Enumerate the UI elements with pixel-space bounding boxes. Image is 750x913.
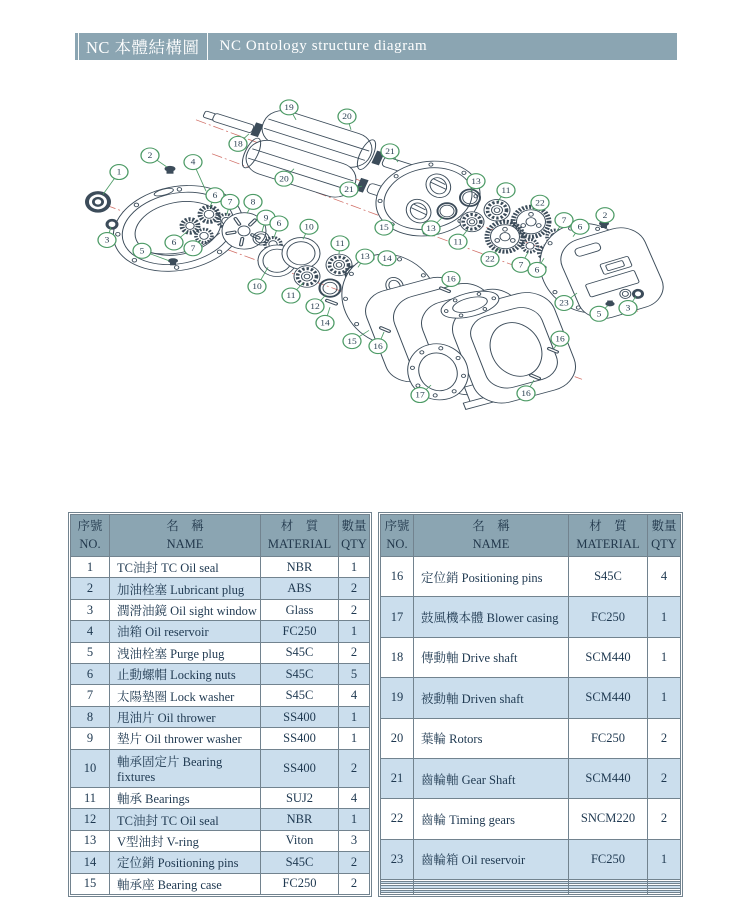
svg-text:6: 6: [577, 222, 583, 232]
cell-qty: 4: [339, 685, 370, 706]
table-row: [71, 578, 370, 599]
cell-qty: 1: [339, 809, 370, 830]
callout-5: [590, 306, 608, 322]
svg-text:15: 15: [347, 336, 357, 346]
table-row: [71, 873, 370, 894]
table-row: [71, 642, 370, 663]
callout-11: [497, 183, 515, 201]
callout-7: [184, 240, 202, 256]
cell-qty: 2: [648, 799, 681, 839]
callout-18: [229, 134, 249, 151]
table-row: [381, 718, 681, 758]
cell-qty: 1: [339, 557, 370, 578]
cell-no: 3: [71, 599, 110, 620]
callout-12: [306, 295, 326, 314]
cell-name: 齒輪軸 Gear Shaft: [414, 758, 569, 798]
callout-11: [282, 283, 303, 303]
cell-no: [381, 892, 414, 894]
table-row: [71, 706, 370, 727]
oil-sight-window-part: [106, 219, 119, 230]
cell-name: 鼓風機本體 Blower casing: [414, 597, 569, 637]
svg-text:14: 14: [320, 318, 330, 328]
cell-qty: 2: [648, 718, 681, 758]
svg-text:20: 20: [342, 111, 352, 121]
callout-22: [531, 195, 549, 210]
callout-15: [343, 330, 369, 348]
cell-qty: 1: [339, 706, 370, 727]
table-header-row: [381, 515, 681, 557]
cell-material: FC250: [569, 718, 648, 758]
col-header-name: 名 稱 NAME: [110, 515, 261, 557]
cell-material: SCM440: [569, 637, 648, 677]
svg-text:11: 11: [286, 290, 296, 301]
cell-name: TC油封 TC Oil seal: [110, 809, 261, 830]
cell-no: 2: [71, 578, 110, 599]
svg-text:22: 22: [535, 198, 545, 208]
cell-material: NBR: [261, 809, 339, 830]
svg-text:10: 10: [252, 281, 262, 291]
cell-name: 定位銷 Positioning pins: [110, 852, 261, 873]
cell-material: Viton: [261, 830, 339, 851]
cell-material: SUJ2: [261, 787, 339, 808]
table-row: [71, 852, 370, 873]
svg-text:13: 13: [426, 223, 436, 233]
cell-qty: 1: [339, 621, 370, 642]
svg-text:21: 21: [385, 146, 395, 156]
cell-qty: 1: [339, 728, 370, 749]
cell-qty: 2: [648, 758, 681, 798]
col-header-qty: 數量 QTY: [339, 515, 370, 557]
cell-qty: 2: [339, 599, 370, 620]
tc-oil-seal2-part: [320, 279, 341, 296]
cell-name: 墊片 Oil thrower washer: [110, 728, 261, 749]
cell-name: 被動軸 Driven shaft: [414, 678, 569, 718]
cell-name: 傳動軸 Drive shaft: [414, 637, 569, 677]
svg-text:2: 2: [147, 150, 153, 160]
cell-material: SCM440: [569, 678, 648, 718]
cell-material: SCM440: [569, 758, 648, 798]
cell-material: S45C: [261, 642, 339, 663]
cell-no: 22: [381, 799, 414, 839]
cell-material: FC250: [261, 873, 339, 894]
col-header-no: 序號 NO.: [381, 515, 414, 557]
svg-text:3: 3: [625, 303, 631, 313]
table-header-row: [71, 515, 370, 557]
table-row: [381, 839, 681, 879]
cell-qty: 1: [648, 678, 681, 718]
cell-name: 潤滑油鏡 Oil sight window: [110, 599, 261, 620]
table-row: [381, 597, 681, 637]
col-header-no: 序號 NO.: [71, 515, 110, 557]
cell-no: 16: [381, 557, 414, 597]
table-row: [71, 621, 370, 642]
table-row: [381, 678, 681, 718]
cell-qty: 2: [339, 642, 370, 663]
cell-material: FC250: [261, 621, 339, 642]
svg-text:6: 6: [171, 237, 177, 247]
svg-text:11: 11: [335, 238, 345, 248]
cell-name: 甩油片 Oil thrower: [110, 706, 261, 727]
svg-text:14: 14: [382, 253, 392, 263]
cell-name: 葉輪 Rotors: [414, 718, 569, 758]
cell-no: 7: [71, 685, 110, 706]
cell-material: SS400: [261, 749, 339, 787]
parts-table-right: [378, 512, 683, 897]
callout-7: [512, 252, 530, 272]
cell-name: V型油封 V-ring: [110, 830, 261, 851]
col-header-qty: 數量 QTY: [648, 515, 681, 557]
cell-material: Glass: [261, 599, 339, 620]
cell-no: 5: [71, 642, 110, 663]
cell-name: 定位銷 Positioning pins: [414, 557, 569, 597]
svg-text:7: 7: [561, 215, 567, 225]
svg-text:9: 9: [263, 213, 269, 223]
callout-2: [596, 208, 614, 223]
table-row: [71, 809, 370, 830]
cell-no: 20: [381, 718, 414, 758]
table-row: [71, 599, 370, 620]
cell-material: SS400: [261, 706, 339, 727]
exploded-diagram: [75, 85, 675, 497]
svg-text:16: 16: [521, 388, 531, 398]
cell-no: 13: [71, 830, 110, 851]
cell-qty: 2: [339, 578, 370, 599]
cell-qty: 1: [648, 839, 681, 879]
svg-text:16: 16: [446, 274, 456, 284]
svg-text:5: 5: [139, 246, 145, 256]
callout-14: [378, 251, 396, 266]
table-row: [381, 892, 681, 894]
cell-name: 止動螺帽 Locking nuts: [110, 664, 261, 685]
cell-material: SNCM220: [569, 799, 648, 839]
cell-no: 1: [71, 557, 110, 578]
cell-no: 12: [71, 809, 110, 830]
cell-qty: 2: [339, 873, 370, 894]
table-row: [71, 749, 370, 787]
cell-name: 軸承座 Bearing case: [110, 873, 261, 894]
cell-name: TC油封 TC Oil seal: [110, 557, 261, 578]
header-badge: NC 本體結構圖: [78, 32, 208, 61]
cell-qty: 2: [339, 852, 370, 873]
header-bar: [75, 33, 677, 60]
tc-oil-seal-part: [85, 191, 111, 213]
table-row: [71, 830, 370, 851]
cell-qty: 4: [648, 557, 681, 597]
cell-name: 加油栓塞 Lubricant plug: [110, 578, 261, 599]
svg-text:18: 18: [233, 139, 243, 149]
cell-qty: 5: [339, 664, 370, 685]
cell-material: FC250: [569, 597, 648, 637]
callout-10: [300, 219, 318, 239]
cell-material: [569, 892, 648, 894]
table-row: [381, 758, 681, 798]
svg-text:13: 13: [471, 176, 481, 186]
cell-material: FC250: [569, 839, 648, 879]
cell-no: 11: [71, 787, 110, 808]
table-row: [71, 664, 370, 685]
cell-material: SS400: [261, 728, 339, 749]
cell-no: 8: [71, 706, 110, 727]
svg-text:16: 16: [555, 334, 565, 344]
table-row: [71, 557, 370, 578]
cell-material: NBR: [261, 557, 339, 578]
cell-no: 17: [381, 597, 414, 637]
cell-name: 齒輪 Timing gears: [414, 799, 569, 839]
table-row: [71, 728, 370, 749]
callout-2: [141, 148, 167, 167]
col-header-name: 名 稱 NAME: [414, 515, 569, 557]
cell-no: 14: [71, 852, 110, 873]
cell-name: 洩油栓塞 Purge plug: [110, 642, 261, 663]
col-header-material: 材 質 MATERIAL: [569, 515, 648, 557]
cell-no: 23: [381, 839, 414, 879]
callout-20: [338, 109, 356, 130]
table-row: [71, 685, 370, 706]
svg-text:6: 6: [276, 218, 282, 228]
svg-text:6: 6: [212, 190, 218, 200]
svg-text:7: 7: [190, 243, 196, 253]
svg-text:8: 8: [250, 197, 256, 207]
svg-text:17: 17: [415, 390, 425, 400]
table-row: [381, 557, 681, 597]
cell-name: 齒輪箱 Oil reservoir: [414, 839, 569, 879]
svg-text:20: 20: [279, 174, 289, 184]
cell-no: 4: [71, 621, 110, 642]
cell-qty: 1: [648, 597, 681, 637]
cell-material: ABS: [261, 578, 339, 599]
svg-text:15: 15: [379, 223, 389, 233]
cell-qty: 4: [339, 787, 370, 808]
svg-text:1: 1: [116, 167, 122, 177]
parts-table-left: [68, 512, 372, 897]
svg-text:23: 23: [559, 298, 569, 308]
svg-text:12: 12: [310, 301, 320, 311]
page-title: NC Ontology structure diagram: [219, 38, 428, 54]
svg-text:6: 6: [534, 265, 540, 275]
svg-text:11: 11: [453, 237, 463, 247]
cell-no: 6: [71, 664, 110, 685]
cell-no: 19: [381, 678, 414, 718]
svg-text:21: 21: [344, 184, 354, 194]
cell-qty: 3: [339, 830, 370, 851]
cell-no: 9: [71, 728, 110, 749]
cell-material: S45C: [261, 664, 339, 685]
cell-qty: [648, 892, 681, 894]
cell-qty: 2: [339, 749, 370, 787]
cell-material: S45C: [261, 685, 339, 706]
col-header-material: 材 質 MATERIAL: [261, 515, 339, 557]
cell-name: 軸承固定片 Bearing fixtures: [110, 749, 261, 787]
blower-casing-part: [359, 272, 583, 410]
svg-text:7: 7: [518, 260, 524, 270]
svg-text:11: 11: [501, 185, 511, 195]
cell-no: 15: [71, 873, 110, 894]
cell-name: 太陽墊圈 Lock washer: [110, 685, 261, 706]
cell-name: 油箱 Oil reservoir: [110, 621, 261, 642]
cell-no: 21: [381, 758, 414, 798]
cell-name: 軸承 Bearings: [110, 787, 261, 808]
cell-qty: 1: [648, 637, 681, 677]
svg-text:2: 2: [602, 210, 608, 220]
table-row: [71, 787, 370, 808]
lubricant-plug-part: [165, 166, 176, 174]
drive-shaft-part: [202, 110, 254, 133]
svg-text:13: 13: [360, 252, 370, 262]
svg-text:5: 5: [596, 309, 602, 319]
svg-text:10: 10: [304, 222, 314, 232]
svg-text:22: 22: [485, 254, 495, 264]
table-row: [381, 637, 681, 677]
svg-text:7: 7: [227, 197, 233, 207]
callout-6: [270, 216, 288, 238]
svg-text:16: 16: [373, 341, 383, 351]
table-row: [381, 799, 681, 839]
callout-11: [449, 229, 468, 249]
svg-text:3: 3: [104, 235, 110, 245]
callout-8: [244, 194, 262, 213]
callout-11: [331, 236, 349, 254]
callout-22: [481, 247, 500, 266]
svg-text:19: 19: [284, 102, 294, 112]
cell-material: S45C: [261, 852, 339, 873]
svg-text:4: 4: [190, 157, 196, 167]
cell-name: [414, 892, 569, 894]
callout-1: [103, 165, 128, 195]
cell-material: S45C: [569, 557, 648, 597]
cell-no: 10: [71, 749, 110, 787]
cell-no: 18: [381, 637, 414, 677]
